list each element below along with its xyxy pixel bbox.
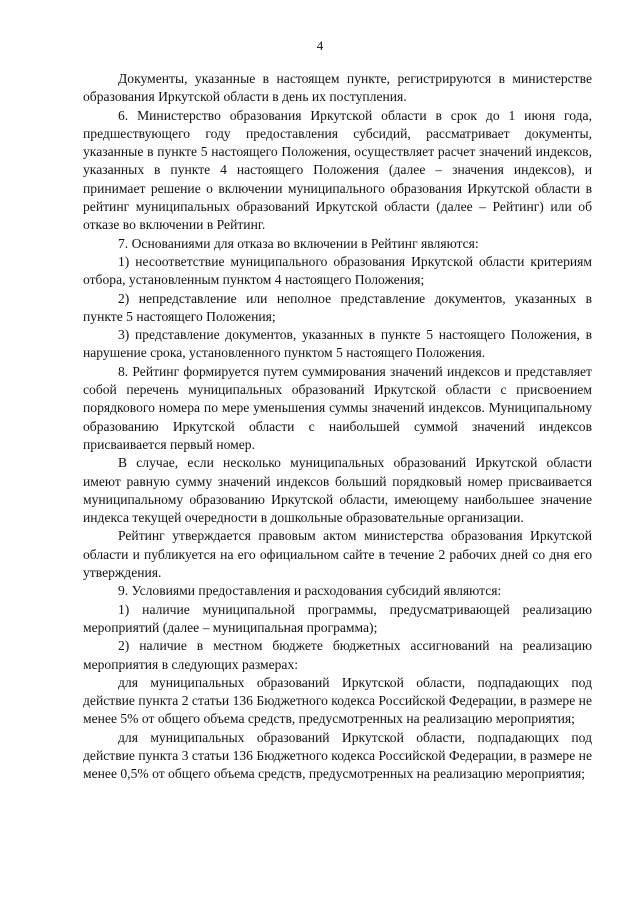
paragraph: 7. Основаниями для отказа во включении в Рейтинг являются:: [118, 235, 479, 251]
paragraph: 2) наличие в местном бюджете бюджетных ассигнований на реализацию мероприятия в следующих размерах:: [83, 638, 592, 672]
paragraph: для муниципальных образований Иркутской области, подпадающих под действие пункта 2 статьи 136 Бюджетного кодекса Российской Федерации, в размере не менее 5% от общего объема средств, предусмотренных на реализацию мероприятия;: [83, 674, 592, 727]
paragraph: 1) наличие муниципальной программы, предусматривающей реализацию мероприятий (далее – муниципальная программа);: [83, 601, 592, 635]
paragraph: В случае, если несколько муниципальных образований Иркутской области имеют равную сумму значений индексов больший порядковый номер присваивается муниципальному образованию Иркутской области, имеющему наибольшее значение индекса текущей очередности в дошкольные образовательные организации.: [83, 455, 592, 526]
paragraph: 6. Министерство образования Иркутской области в срок до 1 июня года, предшествующего году предоставления субсидий, рассматривает документы, указанные в пункте 5 настоящего Положения, осуществляет расчет значений индексов, указанных в пункте 4 настоящего Положения (далее – значения индексов), и принимает решение о включении муниципального образования Иркутской области в рейтинг муниципальных образований Иркутской области (далее – Рейтинг) или об отказе во включении в Рейтинг.: [83, 107, 592, 233]
paragraph: 8. Рейтинг формируется путем суммирования значений индексов и представляет собой перечень муниципальных образований Иркутской области с присвоением порядкового номера по мере уменьшения суммы значений индексов. Муниципальному образованию Иркутской области с наибольшей суммой значений индексов присваивается первый номер.: [83, 363, 592, 452]
paragraph: 1) несоответствие муниципального образования Иркутской области критериям отбора, установленным пунктом 4 настоящего Положения;: [83, 253, 592, 288]
paragraph: Документы, указанные в настоящем пункте, регистрируются в министерстве образования Иркутской области в день их поступления.: [83, 71, 592, 105]
paragraph: для муниципальных образований Иркутской области, подпадающих под действие пункта 3 статьи 136 Бюджетного кодекса Российской Федерации, в размере не менее 0,5% от общего объема средств, предусмотренных на реализацию мероприятия;: [83, 729, 592, 782]
paragraph: 3) представление документов, указанных в пункте 5 настоящего Положения, в нарушение срока, установленного пунктом 5 настоящего Положения.: [83, 327, 592, 361]
document-body: [83, 70, 592, 784]
paragraph: 2) непредставление или неполное представление документов, указанных в пункте 5 настоящего Положения;: [83, 290, 592, 324]
paragraph: 9. Условиями предоставления и расходования субсидий являются:: [118, 583, 502, 599]
paragraph: Рейтинг утверждается правовым актом министерства образования Иркутской области и публикуется на его официальном сайте в течение 2 рабочих дней со дня его утверждения.: [83, 528, 592, 581]
page-number: 4: [316, 38, 324, 53]
